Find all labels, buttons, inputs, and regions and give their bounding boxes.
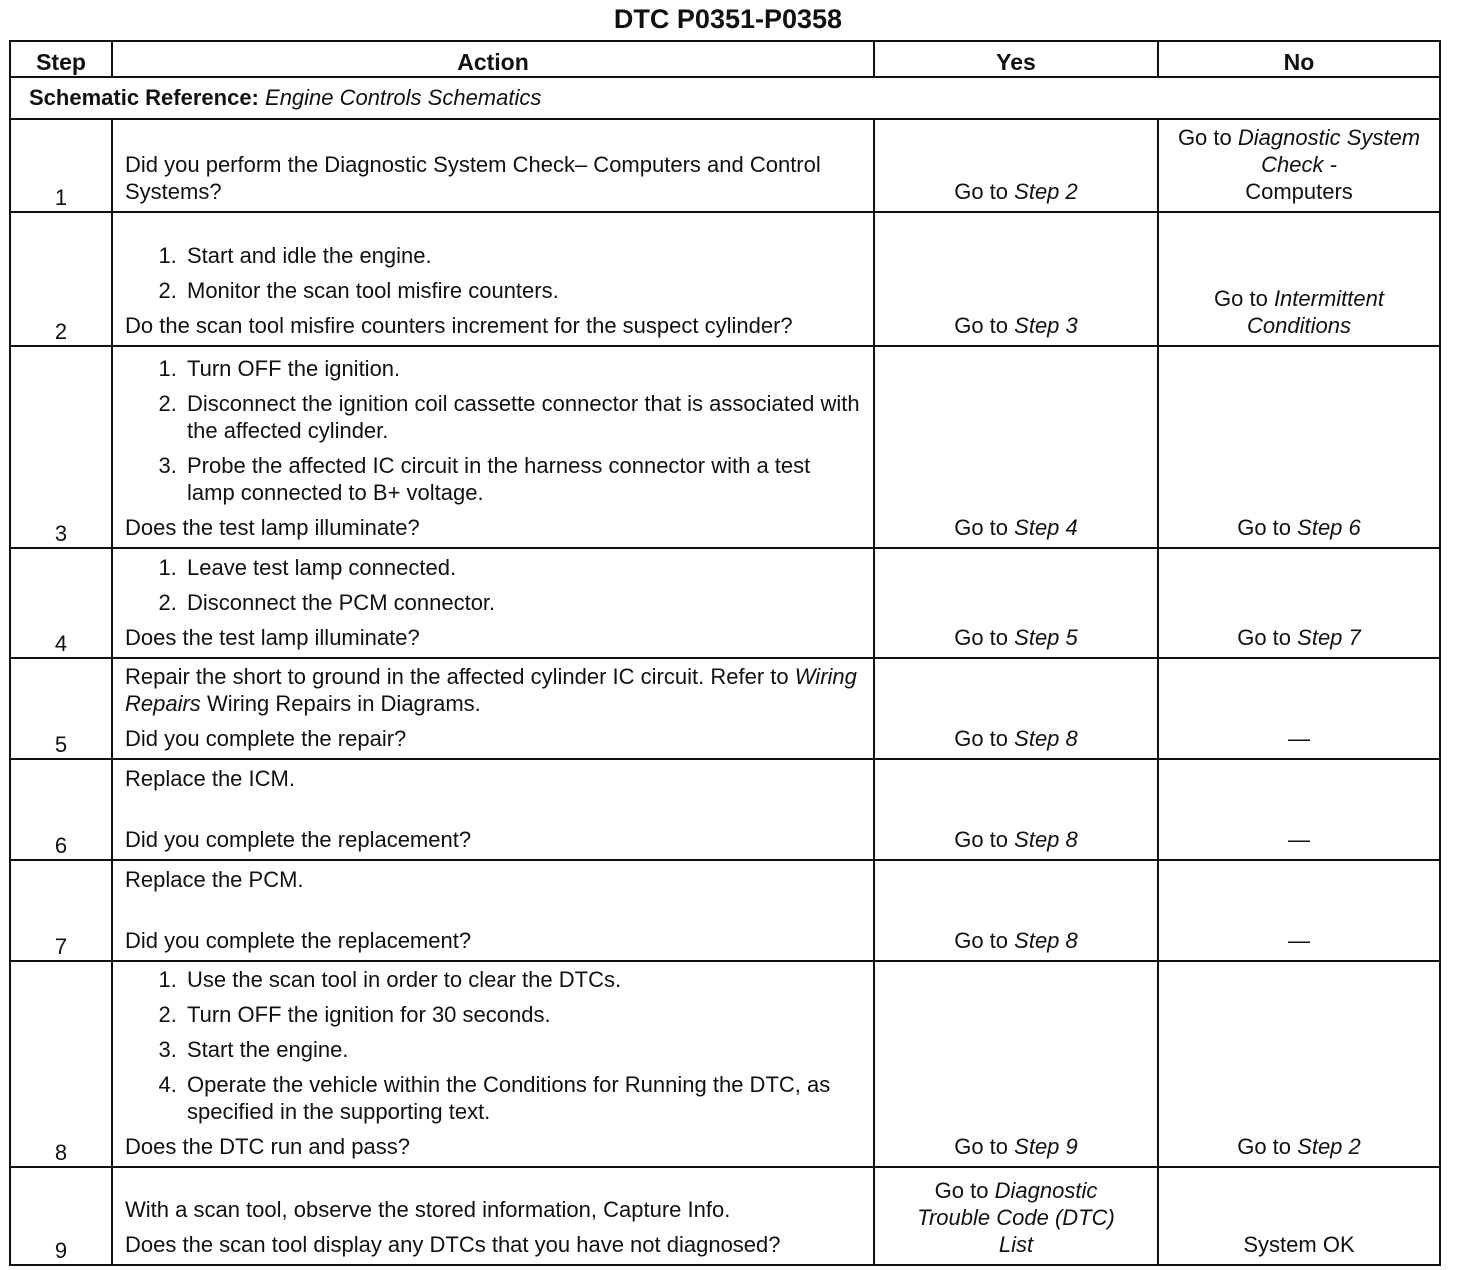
- list-item: 3. Probe the affected IC circuit in the harness connector with a test lamp connected to B+ voltage.: [183, 452, 863, 506]
- action-cell: [112, 119, 874, 212]
- yes-cell: [874, 759, 1158, 860]
- action-question: Did you complete the replacement?: [125, 827, 472, 852]
- goto-prefix: Go to: [954, 1134, 1009, 1159]
- no-cell: —: [1158, 759, 1440, 860]
- no-cell: [1158, 961, 1440, 1167]
- no-cell: [1158, 346, 1440, 548]
- yes-cell: [874, 658, 1158, 759]
- action-question: Does the test lamp illuminate?: [125, 625, 420, 650]
- goto-prefix: Go to: [1214, 286, 1268, 311]
- goto-suffix: Computers: [1245, 179, 1353, 204]
- action-question: Does the scan tool display any DTCs that you have not diagnosed?: [125, 1232, 781, 1257]
- goto-link[interactable]: Step 4: [1014, 515, 1078, 540]
- goto-prefix: Go to: [934, 1178, 989, 1203]
- goto-link[interactable]: Step 2: [1014, 179, 1078, 204]
- action-cell: [112, 759, 874, 860]
- step-number: 7: [10, 860, 112, 961]
- table-row: [10, 860, 1440, 961]
- list-item: 1. Leave test lamp connected.: [183, 554, 863, 581]
- action-cell: [112, 961, 874, 1167]
- list-item: 1. Start and idle the engine.: [183, 242, 863, 269]
- step-number: 5: [10, 658, 112, 759]
- schematic-row: [10, 77, 1440, 119]
- table-row: [10, 212, 1440, 346]
- header-step: Step: [10, 41, 112, 77]
- goto-link[interactable]: Step 8: [1014, 827, 1078, 852]
- no-cell: System OK: [1158, 1167, 1440, 1265]
- diagnostic-table: [9, 40, 1441, 1266]
- action-question: Did you complete the repair?: [125, 726, 407, 751]
- table-row: [10, 119, 1440, 212]
- goto-prefix: Go to: [1237, 625, 1292, 650]
- goto-link[interactable]: Step 3: [1014, 313, 1078, 338]
- no-cell: [1158, 548, 1440, 658]
- yes-cell: [874, 212, 1158, 346]
- goto-link[interactable]: Intermittent Conditions: [1247, 286, 1384, 338]
- list-item: 2. Monitor the scan tool misfire counters.: [183, 277, 863, 304]
- action-cell: [112, 346, 874, 548]
- list-item: 2. Disconnect the ignition coil cassette connector that is associated with the affected cylinder.: [183, 390, 863, 444]
- schematic-link[interactable]: Engine Controls Schematics: [265, 85, 542, 110]
- goto-prefix: Go to: [1237, 515, 1292, 540]
- action-question: Do the scan tool misfire counters increment for the suspect cylinder?: [125, 313, 793, 338]
- goto-link[interactable]: Step 9: [1014, 1134, 1078, 1159]
- action-text: Wiring Repairs in Diagrams.: [206, 691, 481, 716]
- goto-link[interactable]: Diagnostic Trouble Code (DTC) List: [917, 1178, 1115, 1257]
- table-row: [10, 961, 1440, 1167]
- yes-cell: [874, 1167, 1158, 1265]
- action-cell: [112, 548, 874, 658]
- goto-prefix: Go to: [954, 726, 1009, 751]
- action-question: Does the test lamp illuminate?: [125, 515, 420, 540]
- action-text: Replace the PCM.: [125, 867, 304, 892]
- step-number: 2: [10, 212, 112, 346]
- list-item: 2. Disconnect the PCM connector.: [183, 589, 863, 616]
- goto-link[interactable]: Step 6: [1297, 515, 1361, 540]
- no-cell: [1158, 119, 1440, 212]
- goto-link[interactable]: Step 2: [1297, 1134, 1361, 1159]
- goto-prefix: Go to: [954, 928, 1009, 953]
- action-question: Did you complete the replacement?: [125, 928, 472, 953]
- list-item: 3. Start the engine.: [183, 1036, 863, 1063]
- no-cell: —: [1158, 860, 1440, 961]
- goto-link[interactable]: Diagnostic System Check -: [1237, 125, 1421, 177]
- schematic-label: Schematic Reference:: [29, 85, 259, 110]
- action-list: [125, 242, 863, 304]
- goto-link[interactable]: Step 8: [1014, 928, 1078, 953]
- header-row: [10, 41, 1440, 77]
- goto-prefix: Go to: [1237, 1134, 1292, 1159]
- step-number: 6: [10, 759, 112, 860]
- yes-cell: [874, 119, 1158, 212]
- goto-link[interactable]: Step 8: [1014, 726, 1078, 751]
- table-row: [10, 759, 1440, 860]
- action-question: Does the DTC run and pass?: [125, 1134, 410, 1159]
- step-number: 9: [10, 1167, 112, 1265]
- wiring-repairs-link[interactable]: Wiring Repairs: [125, 664, 857, 716]
- goto-prefix: Go to: [954, 827, 1009, 852]
- yes-cell: [874, 860, 1158, 961]
- step-number: 4: [10, 548, 112, 658]
- list-item: 1. Use the scan tool in order to clear the DTCs.: [183, 966, 863, 993]
- action-list: [125, 355, 863, 506]
- table-row: [10, 1167, 1440, 1265]
- header-no: No: [1158, 41, 1440, 77]
- goto-prefix: Go to: [954, 515, 1009, 540]
- list-item: 4. Operate the vehicle within the Conditions for Running the DTC, as specified in the supporting text.: [183, 1071, 863, 1125]
- table-row: [10, 548, 1440, 658]
- action-list: [125, 966, 863, 1125]
- action-cell: [112, 860, 874, 961]
- goto-prefix: Go to: [954, 179, 1009, 204]
- list-item: 1. Turn OFF the ignition.: [183, 355, 863, 382]
- step-number: 8: [10, 961, 112, 1167]
- action-cell: [112, 658, 874, 759]
- goto-prefix: Go to: [954, 313, 1009, 338]
- table-row: [10, 658, 1440, 759]
- page-title: DTC P0351-P0358: [613, 4, 843, 34]
- action-list: [125, 554, 863, 616]
- action-text: Repair the short to ground in the affected cylinder IC circuit. Refer to: [125, 664, 789, 689]
- no-cell: —: [1158, 658, 1440, 759]
- schematic-reference: [10, 77, 1440, 119]
- action-text: Did you perform the Diagnostic System Check– Computers and Control Systems?: [125, 152, 821, 204]
- goto-prefix: Go to: [954, 625, 1009, 650]
- yes-cell: [874, 346, 1158, 548]
- yes-cell: [874, 548, 1158, 658]
- action-text: Replace the ICM.: [125, 766, 295, 791]
- goto-link[interactable]: Step 7: [1297, 625, 1361, 650]
- list-item: 2. Turn OFF the ignition for 30 seconds.: [183, 1001, 863, 1028]
- header-action: Action: [112, 41, 874, 77]
- yes-cell: [874, 961, 1158, 1167]
- table-row: [10, 346, 1440, 548]
- goto-link[interactable]: Step 5: [1014, 625, 1078, 650]
- step-number: 1: [10, 119, 112, 212]
- no-cell: [1158, 212, 1440, 346]
- step-number: 3: [10, 346, 112, 548]
- action-cell: [112, 1167, 874, 1265]
- action-cell: [112, 212, 874, 346]
- header-yes: Yes: [874, 41, 1158, 77]
- goto-prefix: Go to: [1177, 125, 1232, 150]
- action-text: With a scan tool, observe the stored information, Capture Info.: [125, 1197, 731, 1222]
